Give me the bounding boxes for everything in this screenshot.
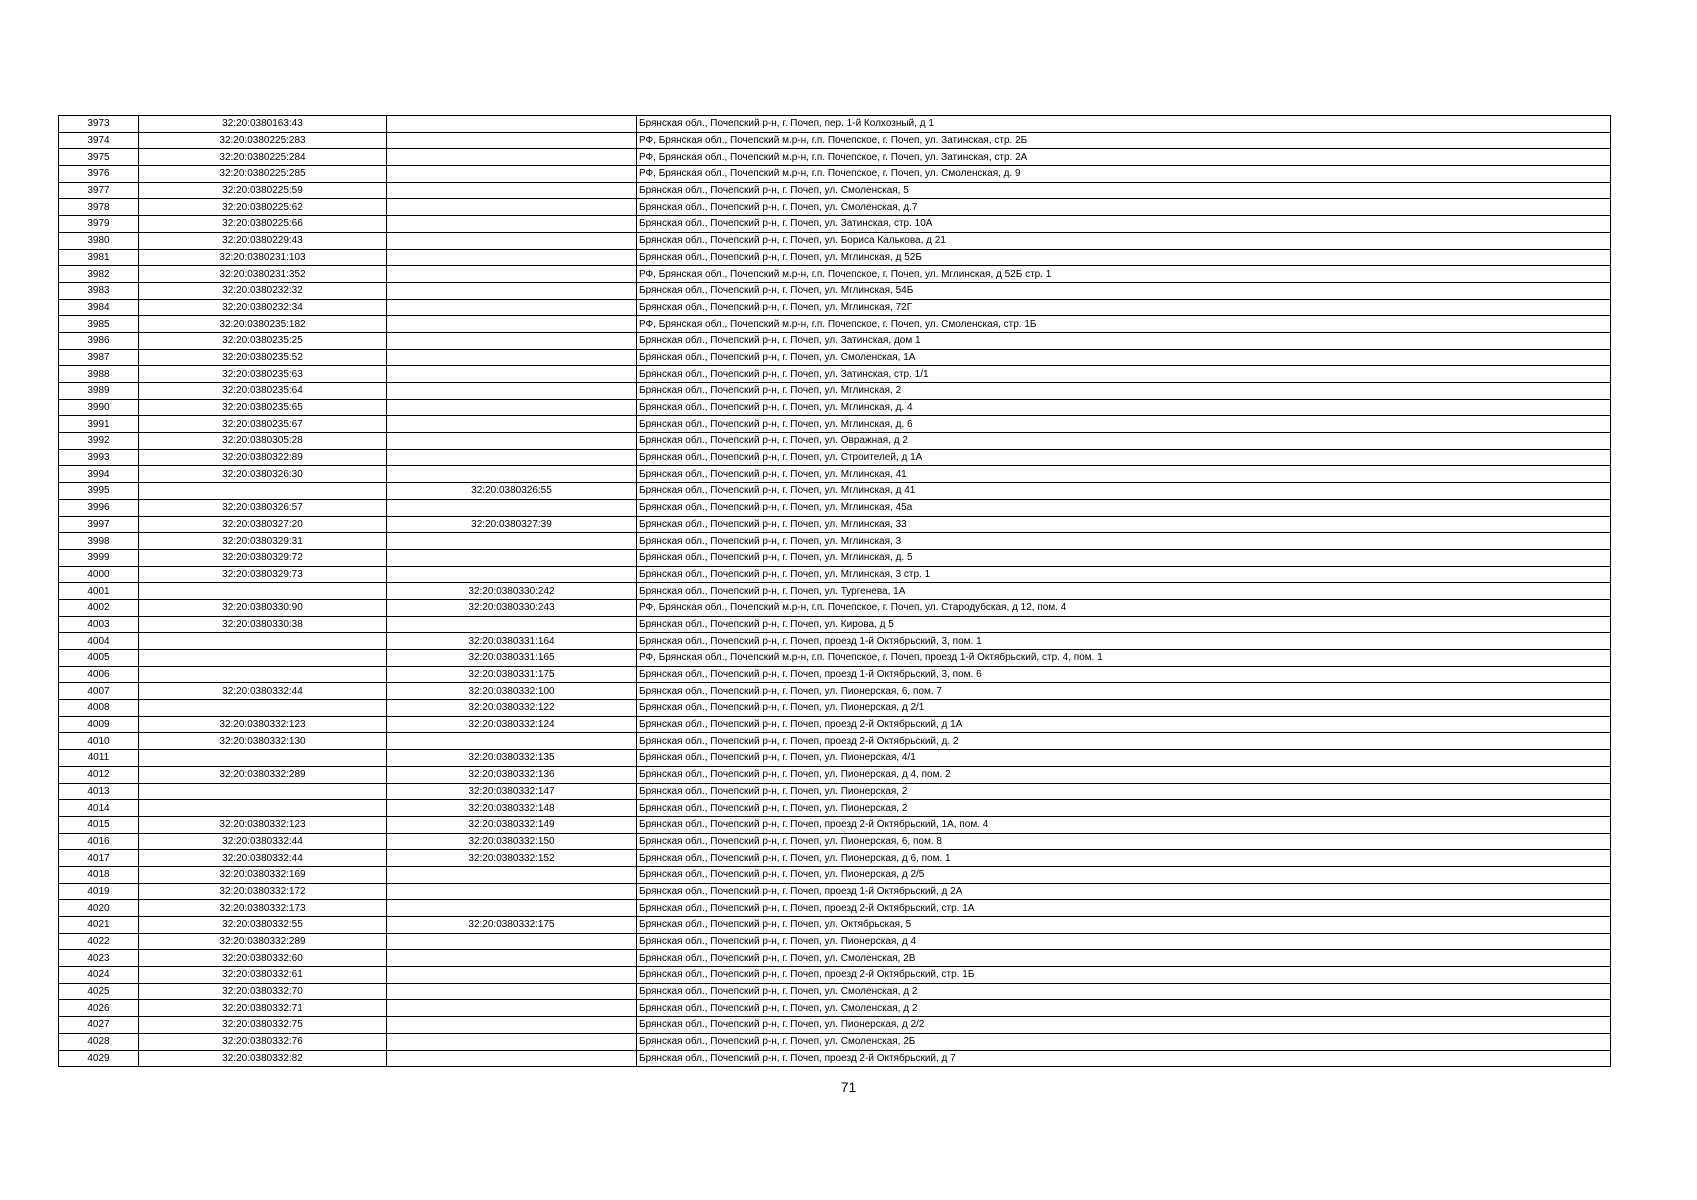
row-number-cell: 4009 [59,716,139,733]
address-cell: Брянская обл., Почепский р-н, г. Почеп, ул. Пионерская, д 6, пом. 1 [637,850,1611,867]
address-cell: Брянская обл., Почепский р-н, г. Почеп, ул. Пионерская, д 2/5 [637,866,1611,883]
table-row [59,516,1611,533]
related-cadastral-number-cell: 32:20:0380326:55 [387,483,637,500]
address-cell: Брянская обл., Почепский р-н, г. Почеп, ул. Пионерская, 2 [637,800,1611,817]
related-cadastral-number-cell [387,416,637,433]
table-row [59,750,1611,767]
cadastral-number-cell: 32:20:0380326:57 [139,499,387,516]
cadastral-number-cell [139,800,387,817]
address-cell: Брянская обл., Почепский р-н, г. Почеп, ул. Кирова, д 5 [637,616,1611,633]
table-row [59,282,1611,299]
table-row [59,416,1611,433]
table-row [59,549,1611,566]
table-row [59,850,1611,867]
row-number-cell: 4002 [59,599,139,616]
row-number-cell: 4022 [59,933,139,950]
table-row [59,499,1611,516]
row-number-cell: 3991 [59,416,139,433]
address-cell: Брянская обл., Почепский р-н, г. Почеп, проезд 2-й Октябрьский, стр. 1А [637,900,1611,917]
related-cadastral-number-cell: 32:20:0380332:147 [387,783,637,800]
related-cadastral-number-cell [387,166,637,183]
table-row [59,967,1611,984]
table-row [59,1050,1611,1067]
table-row [59,483,1611,500]
address-cell: Брянская обл., Почепский р-н, г. Почеп, ул. Пионерская, 6, пом. 7 [637,683,1611,700]
table-row [59,900,1611,917]
table-row [59,800,1611,817]
related-cadastral-number-cell: 32:20:0380332:152 [387,850,637,867]
cadastral-number-cell: 32:20:0380231:352 [139,266,387,283]
cadastral-number-cell: 32:20:0380332:55 [139,917,387,934]
cadastral-number-cell: 32:20:0380332:76 [139,1033,387,1050]
table-row [59,1017,1611,1034]
row-number-cell: 3997 [59,516,139,533]
row-number-cell: 4023 [59,950,139,967]
row-number-cell: 3989 [59,383,139,400]
table-row [59,883,1611,900]
cadastral-number-cell: 32:20:0380232:32 [139,282,387,299]
address-cell: Брянская обл., Почепский р-н, г. Почеп, проезд 2-й Октябрьский, д 7 [637,1050,1611,1067]
row-number-cell: 3986 [59,332,139,349]
address-cell: Брянская обл., Почепский р-н, г. Почеп, ул. Мглинская, д. 6 [637,416,1611,433]
cadastral-number-cell: 32:20:0380235:65 [139,399,387,416]
row-number-cell: 3988 [59,366,139,383]
cadastral-number-cell: 32:20:0380332:44 [139,850,387,867]
related-cadastral-number-cell [387,883,637,900]
related-cadastral-number-cell [387,566,637,583]
row-number-cell: 3982 [59,266,139,283]
row-number-cell: 3993 [59,449,139,466]
cadastral-number-cell: 32:20:0380327:20 [139,516,387,533]
address-cell: Брянская обл., Почепский р-н, г. Почеп, ул. Смоленская, д 2 [637,1000,1611,1017]
cadastral-number-cell [139,650,387,667]
row-number-cell: 3978 [59,199,139,216]
table-row [59,1000,1611,1017]
row-number-cell: 3996 [59,499,139,516]
address-cell: Брянская обл., Почепский р-н, г. Почеп, ул. Смоленская, 2В [637,950,1611,967]
row-number-cell: 4004 [59,633,139,650]
table-row [59,232,1611,249]
address-cell: Брянская обл., Почепский р-н, г. Почеп, ул. Мглинская, 33 [637,516,1611,533]
row-number-cell: 4014 [59,800,139,817]
related-cadastral-number-cell: 32:20:0380332:135 [387,750,637,767]
table-row [59,866,1611,883]
related-cadastral-number-cell [387,1033,637,1050]
row-number-cell: 4026 [59,1000,139,1017]
table-row [59,599,1611,616]
related-cadastral-number-cell [387,449,637,466]
row-number-cell: 3974 [59,132,139,149]
table-row [59,733,1611,750]
address-cell: Брянская обл., Почепский р-н, г. Почеп, ул. Мглинская, 41 [637,466,1611,483]
related-cadastral-number-cell: 32:20:0380331:165 [387,650,637,667]
row-number-cell: 3984 [59,299,139,316]
related-cadastral-number-cell: 32:20:0380330:243 [387,599,637,616]
cadastral-number-cell: 32:20:0380163:43 [139,116,387,133]
address-cell: Брянская обл., Почепский р-н, г. Почеп, проезд 1-й Октябрьский, д 2А [637,883,1611,900]
cadastral-number-cell: 32:20:0380332:289 [139,933,387,950]
related-cadastral-number-cell [387,733,637,750]
cadastral-number-cell: 32:20:0380235:67 [139,416,387,433]
row-number-cell: 4015 [59,816,139,833]
table-row [59,166,1611,183]
table-row [59,983,1611,1000]
related-cadastral-number-cell [387,549,637,566]
related-cadastral-number-cell: 32:20:0380332:100 [387,683,637,700]
table-row [59,399,1611,416]
cadastral-number-cell [139,750,387,767]
row-number-cell: 4027 [59,1017,139,1034]
address-cell: РФ, Брянская обл., Почепский м.р-н, г.п. Почепское, г. Почеп, ул. Смоленская, д. 9 [637,166,1611,183]
row-number-cell: 3987 [59,349,139,366]
cadastral-number-cell: 32:20:0380332:44 [139,833,387,850]
cadastral-number-cell: 32:20:0380225:59 [139,182,387,199]
related-cadastral-number-cell: 32:20:0380332:150 [387,833,637,850]
cadastral-number-cell: 32:20:0380225:66 [139,216,387,233]
address-cell: Брянская обл., Почепский р-н, г. Почеп, ул. Смоленская, 5 [637,182,1611,199]
table-row [59,816,1611,833]
address-cell: Брянская обл., Почепский р-н, г. Почеп, ул. Мглинская, 3 [637,533,1611,550]
cadastral-number-cell: 32:20:0380326:30 [139,466,387,483]
address-cell: Брянская обл., Почепский р-н, г. Почеп, ул. Тургенева, 1А [637,583,1611,600]
cadastral-number-cell: 32:20:0380332:71 [139,1000,387,1017]
table-row [59,383,1611,400]
address-cell: РФ, Брянская обл., Почепский м.р-н, г.п. Почепское, г. Почеп, ул. Затинская, стр. 2А [637,149,1611,166]
related-cadastral-number-cell: 32:20:0380332:175 [387,917,637,934]
table-row [59,299,1611,316]
table-row [59,766,1611,783]
table-row [59,366,1611,383]
table-row [59,616,1611,633]
address-cell: Брянская обл., Почепский р-н, г. Почеп, проезд 2-й Октябрьский, д 1А [637,716,1611,733]
address-cell: Брянская обл., Почепский р-н, г. Почеп, ул. Пионерская, д 2/1 [637,700,1611,717]
cadastral-number-cell: 32:20:0380332:289 [139,766,387,783]
address-cell: РФ, Брянская обл., Почепский м.р-н, г.п. Почепское, г. Почеп, ул. Стародубская, д 12, пом. 4 [637,599,1611,616]
related-cadastral-number-cell: 32:20:0380330:242 [387,583,637,600]
row-number-cell: 4020 [59,900,139,917]
table-row [59,633,1611,650]
related-cadastral-number-cell [387,1000,637,1017]
row-number-cell: 4021 [59,917,139,934]
address-cell: Брянская обл., Почепский р-н, г. Почеп, ул. Мглинская, д 52Б [637,249,1611,266]
address-cell: Брянская обл., Почепский р-н, г. Почеп, ул. Пионерская, д 4 [637,933,1611,950]
row-number-cell: 3977 [59,182,139,199]
related-cadastral-number-cell [387,249,637,266]
cadastral-number-cell: 32:20:0380332:123 [139,716,387,733]
row-number-cell: 3990 [59,399,139,416]
address-cell: Брянская обл., Почепский р-н, г. Почеп, проезд 1-й Октябрьский, 3, пом. 1 [637,633,1611,650]
cadastral-number-cell: 32:20:0380235:63 [139,366,387,383]
cadastral-number-cell: 32:20:0380322:89 [139,449,387,466]
row-number-cell: 4018 [59,866,139,883]
address-cell: Брянская обл., Почепский р-н, г. Почеп, проезд 2-й Октябрьский, 1А, пом. 4 [637,816,1611,833]
cadastral-number-cell: 32:20:0380332:44 [139,683,387,700]
page-number: 71 [840,1079,857,1095]
cadastral-number-cell: 32:20:0380225:283 [139,132,387,149]
row-number-cell: 4000 [59,566,139,583]
address-cell: Брянская обл., Почепский р-н, г. Почеп, ул. Мглинская, 45а [637,499,1611,516]
cadastral-number-cell [139,666,387,683]
address-cell: Брянская обл., Почепский р-н, г. Почеп, ул. Смоленская, 2Б [637,1033,1611,1050]
row-number-cell: 4019 [59,883,139,900]
table-row [59,833,1611,850]
address-cell: Брянская обл., Почепский р-н, г. Почеп, ул. Мглинская, 2 [637,383,1611,400]
address-cell: Брянская обл., Почепский р-н, г. Почеп, ул. Мглинская, 54Б [637,282,1611,299]
table-row [59,683,1611,700]
related-cadastral-number-cell [387,383,637,400]
table-row [59,216,1611,233]
cadastral-number-cell: 32:20:0380229:43 [139,232,387,249]
address-cell: Брянская обл., Почепский р-н, г. Почеп, ул. Мглинская, д. 5 [637,549,1611,566]
related-cadastral-number-cell [387,533,637,550]
address-cell: Брянская обл., Почепский р-н, г. Почеп, ул. Пионерская, 4/1 [637,750,1611,767]
address-cell: Брянская обл., Почепский р-н, г. Почеп, ул. Пионерская, 6, пом. 8 [637,833,1611,850]
cadastral-number-cell: 32:20:0380330:38 [139,616,387,633]
table-row [59,116,1611,133]
related-cadastral-number-cell [387,983,637,1000]
cadastral-number-cell [139,633,387,650]
related-cadastral-number-cell [387,266,637,283]
address-cell: Брянская обл., Почепский р-н, г. Почеп, ул. Затинская, стр. 10А [637,216,1611,233]
registry-table [58,115,1611,1067]
table-row [59,933,1611,950]
table-row [59,266,1611,283]
cadastral-number-cell: 32:20:0380332:130 [139,733,387,750]
address-cell: Брянская обл., Почепский р-н, г. Почеп, ул. Затинская, дом 1 [637,332,1611,349]
table-row [59,149,1611,166]
row-number-cell: 3992 [59,433,139,450]
address-cell: Брянская обл., Почепский р-н, г. Почеп, проезд 2-й Октябрьский, стр. 1Б [637,967,1611,984]
row-number-cell: 4011 [59,750,139,767]
cadastral-number-cell: 32:20:0380329:72 [139,549,387,566]
cadastral-number-cell: 32:20:0380235:182 [139,316,387,333]
table-row [59,466,1611,483]
row-number-cell: 4007 [59,683,139,700]
table-row [59,666,1611,683]
row-number-cell: 4029 [59,1050,139,1067]
address-cell: Брянская обл., Почепский р-н, г. Почеп, ул. Мглинская, д. 4 [637,399,1611,416]
row-number-cell: 3979 [59,216,139,233]
table-row [59,566,1611,583]
address-cell: Брянская обл., Почепский р-н, г. Почеп, ул. Мглинская, д 41 [637,483,1611,500]
table-row [59,650,1611,667]
row-number-cell: 4028 [59,1033,139,1050]
related-cadastral-number-cell [387,950,637,967]
row-number-cell: 3999 [59,549,139,566]
table-row [59,316,1611,333]
address-cell: Брянская обл., Почепский р-н, г. Почеп, ул. Строителей, д 1А [637,449,1611,466]
row-number-cell: 4001 [59,583,139,600]
related-cadastral-number-cell [387,399,637,416]
related-cadastral-number-cell [387,433,637,450]
row-number-cell: 4006 [59,666,139,683]
cadastral-number-cell [139,483,387,500]
cadastral-number-cell [139,700,387,717]
related-cadastral-number-cell [387,316,637,333]
related-cadastral-number-cell: 32:20:0380327:39 [387,516,637,533]
cadastral-number-cell: 32:20:0380329:73 [139,566,387,583]
cadastral-number-cell [139,783,387,800]
row-number-cell: 4010 [59,733,139,750]
cadastral-number-cell: 32:20:0380305:28 [139,433,387,450]
cadastral-number-cell: 32:20:0380329:31 [139,533,387,550]
related-cadastral-number-cell [387,282,637,299]
row-number-cell: 4016 [59,833,139,850]
table-row [59,917,1611,934]
address-cell: Брянская обл., Почепский р-н, г. Почеп, ул. Бориса Калькова, д 21 [637,232,1611,249]
related-cadastral-number-cell [387,149,637,166]
row-number-cell: 4005 [59,650,139,667]
cadastral-number-cell [139,583,387,600]
row-number-cell: 4024 [59,967,139,984]
row-number-cell: 3994 [59,466,139,483]
address-cell: Брянская обл., Почепский р-н, г. Почеп, ул. Пионерская, д 4, пом. 2 [637,766,1611,783]
table-row [59,182,1611,199]
table-row [59,199,1611,216]
row-number-cell: 3981 [59,249,139,266]
cadastral-number-cell: 32:20:0380332:123 [139,816,387,833]
cadastral-number-cell: 32:20:0380332:75 [139,1017,387,1034]
related-cadastral-number-cell [387,616,637,633]
cadastral-number-cell: 32:20:0380232:34 [139,299,387,316]
row-number-cell: 4008 [59,700,139,717]
row-number-cell: 4025 [59,983,139,1000]
related-cadastral-number-cell [387,232,637,249]
related-cadastral-number-cell [387,299,637,316]
table-row [59,716,1611,733]
cadastral-number-cell: 32:20:0380235:64 [139,383,387,400]
table-row [59,132,1611,149]
related-cadastral-number-cell: 32:20:0380331:164 [387,633,637,650]
row-number-cell: 3975 [59,149,139,166]
related-cadastral-number-cell [387,1050,637,1067]
cadastral-number-cell: 32:20:0380332:61 [139,967,387,984]
related-cadastral-number-cell [387,116,637,133]
row-number-cell: 3983 [59,282,139,299]
table-row [59,332,1611,349]
table-row [59,583,1611,600]
row-number-cell: 4012 [59,766,139,783]
table-row [59,783,1611,800]
address-cell: Брянская обл., Почепский р-н, г. Почеп, ул. Мглинская, 72Г [637,299,1611,316]
table-row [59,700,1611,717]
related-cadastral-number-cell: 32:20:0380332:124 [387,716,637,733]
related-cadastral-number-cell [387,499,637,516]
related-cadastral-number-cell [387,466,637,483]
address-cell: РФ, Брянская обл., Почепский м.р-н, г.п. Почепское, г. Почеп, ул. Смоленская, стр. 1Б [637,316,1611,333]
related-cadastral-number-cell [387,182,637,199]
related-cadastral-number-cell: 32:20:0380332:122 [387,700,637,717]
cadastral-number-cell: 32:20:0380332:172 [139,883,387,900]
cadastral-number-cell: 32:20:0380235:52 [139,349,387,366]
cadastral-number-cell: 32:20:0380235:25 [139,332,387,349]
row-number-cell: 4003 [59,616,139,633]
row-number-cell: 4013 [59,783,139,800]
row-number-cell: 4017 [59,850,139,867]
address-cell: Брянская обл., Почепский р-н, г. Почеп, ул. Пионерская, д 2/2 [637,1017,1611,1034]
address-cell: Брянская обл., Почепский р-н, г. Почеп, пер. 1-й Колхозный, д 1 [637,116,1611,133]
cadastral-number-cell: 32:20:0380332:60 [139,950,387,967]
related-cadastral-number-cell [387,349,637,366]
cadastral-number-cell: 32:20:0380332:70 [139,983,387,1000]
address-cell: Брянская обл., Почепский р-н, г. Почеп, проезд 2-й Октябрьский, д. 2 [637,733,1611,750]
address-cell: РФ, Брянская обл., Почепский м.р-н, г.п. Почепское, г. Почеп, проезд 1-й Октябрьский, стр. 4, пом. 1 [637,650,1611,667]
registry-table-body [59,116,1611,1067]
related-cadastral-number-cell [387,366,637,383]
cadastral-number-cell: 32:20:0380330:90 [139,599,387,616]
table-row [59,433,1611,450]
address-cell: РФ, Брянская обл., Почепский м.р-н, г.п. Почепское, г. Почеп, ул. Мглинская, д 52Б стр. 1 [637,266,1611,283]
address-cell: Брянская обл., Почепский р-н, г. Почеп, проезд 1-й Октябрьский, 3, пом. 6 [637,666,1611,683]
related-cadastral-number-cell: 32:20:0380332:148 [387,800,637,817]
cadastral-number-cell: 32:20:0380225:285 [139,166,387,183]
related-cadastral-number-cell: 32:20:0380331:175 [387,666,637,683]
related-cadastral-number-cell [387,900,637,917]
address-cell: Брянская обл., Почепский р-н, г. Почеп, ул. Смоленская, 1А [637,349,1611,366]
cadastral-number-cell: 32:20:0380332:173 [139,900,387,917]
address-cell: Брянская обл., Почепский р-н, г. Почеп, ул. Смоленская, д.7 [637,199,1611,216]
related-cadastral-number-cell [387,967,637,984]
address-cell: Брянская обл., Почепский р-н, г. Почеп, ул. Октябрьская, 5 [637,917,1611,934]
address-cell: Брянская обл., Почепский р-н, г. Почеп, ул. Смоленская, д 2 [637,983,1611,1000]
related-cadastral-number-cell [387,216,637,233]
cadastral-number-cell: 32:20:0380332:82 [139,1050,387,1067]
cadastral-number-cell: 32:20:0380225:284 [139,149,387,166]
address-cell: Брянская обл., Почепский р-н, г. Почеп, ул. Затинская, стр. 1/1 [637,366,1611,383]
related-cadastral-number-cell [387,866,637,883]
table-row [59,950,1611,967]
cadastral-number-cell: 32:20:0380332:169 [139,866,387,883]
table-row [59,349,1611,366]
table-row [59,533,1611,550]
row-number-cell: 3980 [59,232,139,249]
cadastral-number-cell: 32:20:0380231:103 [139,249,387,266]
row-number-cell: 3976 [59,166,139,183]
row-number-cell: 3998 [59,533,139,550]
address-cell: Брянская обл., Почепский р-н, г. Почеп, ул. Мглинская, 3 стр. 1 [637,566,1611,583]
address-cell: Брянская обл., Почепский р-н, г. Почеп, ул. Овражная, д 2 [637,433,1611,450]
row-number-cell: 3995 [59,483,139,500]
cadastral-number-cell: 32:20:0380225:62 [139,199,387,216]
table-row [59,1033,1611,1050]
related-cadastral-number-cell: 32:20:0380332:149 [387,816,637,833]
related-cadastral-number-cell [387,199,637,216]
related-cadastral-number-cell [387,1017,637,1034]
related-cadastral-number-cell [387,933,637,950]
related-cadastral-number-cell: 32:20:0380332:136 [387,766,637,783]
row-number-cell: 3973 [59,116,139,133]
address-cell: РФ, Брянская обл., Почепский м.р-н, г.п. Почепское, г. Почеп, ул. Затинская, стр. 2Б [637,132,1611,149]
related-cadastral-number-cell [387,132,637,149]
row-number-cell: 3985 [59,316,139,333]
table-row [59,249,1611,266]
address-cell: Брянская обл., Почепский р-н, г. Почеп, ул. Пионерская, 2 [637,783,1611,800]
table-row [59,449,1611,466]
related-cadastral-number-cell [387,332,637,349]
